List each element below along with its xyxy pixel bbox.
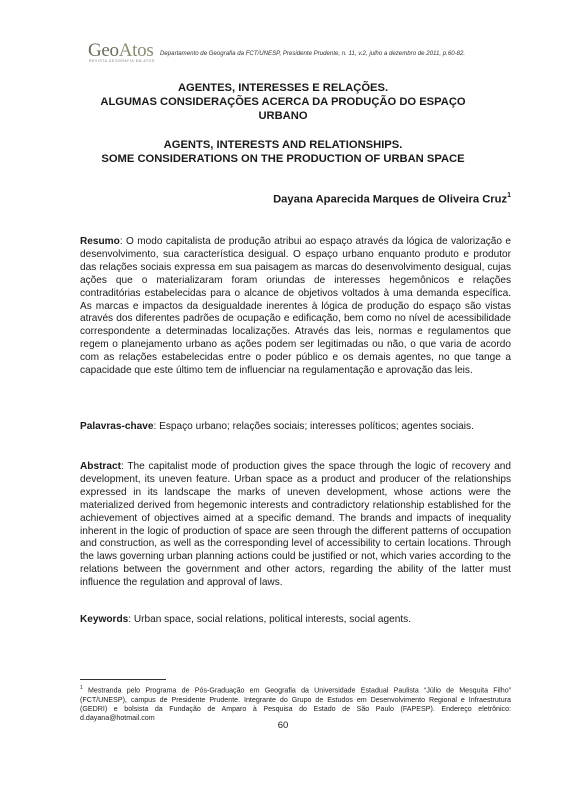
journal-header bbox=[88, 40, 528, 66]
resumo-label: Resumo bbox=[80, 236, 120, 247]
resumo-paragraph: Resumo: O modo capitalista de produção atribui ao espaço através da lógica de valorização e desenvolvimento, sua característica desigual. O espaço urbano enquanto produto e produtor das relações sociais expressa em sua paisagem as marcas do desenvolvimento desigual, cujas ações que o materializaram foram oriundas de interesses hegemônicos e relações contraditórias estabelecidas para o alcance de objetivos voltados à uma demanda específica. As marcas e impactos da desigualdade inerentes à lógica de produção do espaço são vistas através dos diferentes padrões de ocupação e edificação, bem como no nível de acessibilidade correspondente a determinadas localizações. Através das leis, normas e regulamentos que regem o planejamento urbano as ações podem ser legitimadas ou não, o que varia de acordo com as relações estabelecidas entre o poder público e os demais agentes, no que tange a capacidade que este último tem de influenciar na regulamentação e aprovação das leis. bbox=[80, 236, 512, 377]
title-pt-line: ALGUMAS CONSIDERAÇÕES ACERCA DA PRODUÇÃO DO ESPAÇO bbox=[100, 96, 466, 108]
keywords-text: Urban space, social relations, political interests, social agents. bbox=[133, 614, 412, 625]
footnote-divider bbox=[80, 679, 166, 680]
palavras-chave-text: Espaço urbano; relações sociais; interesses políticos; agentes sociais. bbox=[159, 421, 474, 432]
abstract-paragraph: Abstract: The capitalist mode of production gives the space through the logic of recovery and development, its uneven feature. Urban space as a product and producer of the relationships expressed in its landscape the marks of uneven development, whose actions were the materialized derived from hegemonic interests and contradictory relationship established for the achievement of objectives aimed at a specific demand. The brands and impacts of inequality inherent in the logic of production of space are seen through the different patterns of occupation and construction, as well as the corresponding level of accessibility to certain locations. Through the laws governing urban planning actions could be justified or not, which varies according to the relations between the government and other actors, regarding the ability of the latter must influence the regulation and approval of laws. bbox=[80, 461, 511, 589]
footnote-mark: 1 bbox=[80, 685, 83, 691]
logo-tagline: REVISTA GEOGRAFIA EM ATOS bbox=[89, 59, 155, 63]
logo-wordmark: GeoAtos bbox=[88, 40, 154, 61]
resumo-text: O modo capitalista de produção atribui ao espaço através da lógica de valorização e desenvolvimento, sua característica desigual. O espaço urbano enquanto produto e produtor das relações sociais expressa em sua paisagem as marcas do desenvolvimento desigual, cujas ações que o materializaram foram oriundas de interesses hegemônicos e relações contraditórias estabelecidas para o alcance de objetivos voltados à uma demanda específica. As marcas e impactos da desigualdade inerentes à lógica de produção do espaço são vistas através dos diferentes padrões de ocupação e edificação, bem como no nível de acessibilidade correspondente a determinadas localizações. Através das leis, normas e regulamentos que regem o planejamento urbano as ações podem ser legitimadas ou não, o que varia de acordo com as relações estabelecidas entre o poder público e os demais agentes, no que tange a capacidade que este último tem de influenciar na regulamentação e aprovação das leis. bbox=[80, 236, 512, 377]
title-portuguese bbox=[60, 81, 506, 123]
abstract-label: Abstract bbox=[80, 461, 121, 472]
journal-citation: Departamento de Geografia da FCT/UNESP, Presidente Prudente, n. 11, v.2, julho a dezembro de 2011, p.60-82. bbox=[160, 50, 466, 57]
footnote bbox=[80, 684, 511, 724]
palavras-chave-label: Palavras-chave bbox=[80, 421, 154, 432]
title-en-line: AGENTS, INTERESTS AND RELATIONSHIPS. bbox=[163, 139, 403, 151]
title-english bbox=[60, 138, 506, 166]
title-pt-line: AGENTES, INTERESSES E RELAÇÕES. bbox=[177, 82, 389, 94]
title-en-line: SOME CONSIDERATIONS ON THE PRODUCTION OF URBAN SPACE bbox=[101, 153, 465, 165]
author-footnote-mark: 1 bbox=[507, 192, 511, 199]
footnote-text: Mestranda pelo Programa de Pós-Graduação em Geografia da Universidade Estadual Paulista “Júlio de Mesquita Filho” (FCT/UNESP), campus de Presidente Prudente. Integrante do Grupo de Estudos em Desenvolvimento Regional e Infraestrutura (GEDRI) e bolsista da Fundação de Amparo à Pesquisa do Estado de São Paulo (FAPESP). Endereço eletrônico: d.dayana@hotmail.com bbox=[80, 686, 511, 723]
abstract-text: The capitalist mode of production gives the space through the logic of recovery and development, its uneven feature. Urban space as a product and producer of the relationships expressed in its landscape the marks of uneven development, whose actions were the materialized derived from hegemonic interests and contradictory relationship established for the achievement of objectives aimed at a specific demand. The brands and impacts of inequality inherent in the logic of production of space are seen through the different patterns of occupation and construction, as well as the corresponding level of accessibility to certain locations. Through the laws governing urban planning actions could be justified or not, which varies according to the relations between the government and other actors, regarding the ability of the latter must influence the regulation and approval of laws. bbox=[80, 461, 511, 589]
author-name: Dayana Aparecida Marques de Oliveira Cruz$^1$ bbox=[273, 192, 511, 206]
title-pt-line: URBANO bbox=[258, 110, 308, 122]
palavras-chave-paragraph: Palavras-chave: Espaço urbano; relações sociais; interesses políticos; agentes sociais. bbox=[80, 421, 474, 432]
page-number: 60 bbox=[277, 720, 289, 731]
keywords-label: Keywords bbox=[80, 614, 129, 625]
keywords-paragraph: Keywords: Urban space, social relations, political interests, social agents. bbox=[80, 614, 412, 625]
